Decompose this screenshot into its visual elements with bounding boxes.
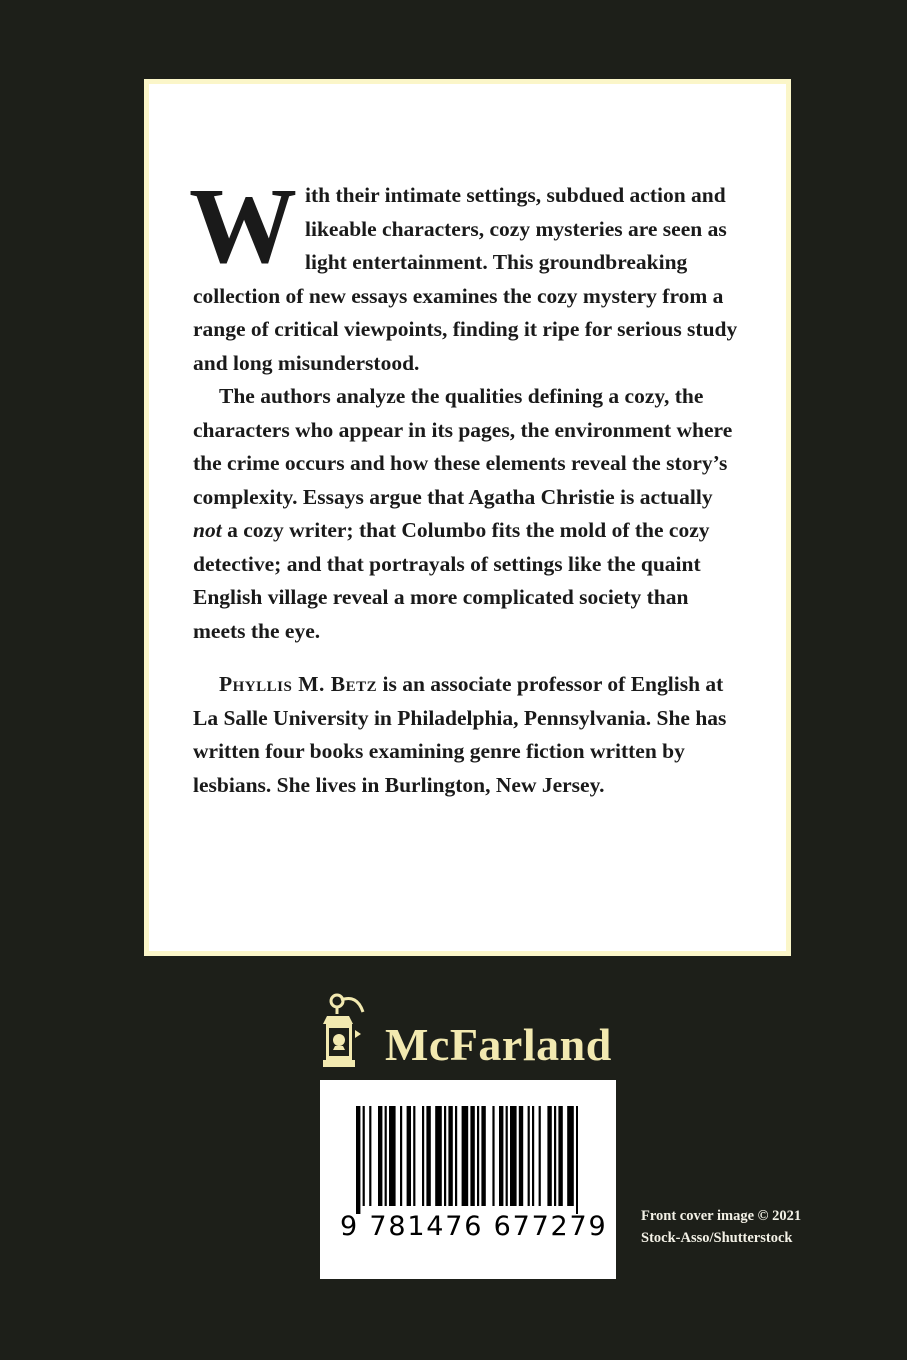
barcode-bar xyxy=(462,1106,469,1206)
barcode-bar xyxy=(528,1106,530,1206)
barcode-bar xyxy=(477,1106,479,1206)
barcode-bar xyxy=(539,1106,541,1206)
barcode-bar xyxy=(448,1106,452,1206)
barcode-bar xyxy=(470,1106,474,1206)
author-bio xyxy=(193,668,742,802)
credit-line-1: Front cover image © 2021 xyxy=(641,1208,802,1224)
lantern-icon xyxy=(323,992,381,1072)
barcode-bar xyxy=(567,1106,574,1206)
barcode-bar xyxy=(435,1106,442,1206)
back-cover-text-panel xyxy=(144,79,791,956)
credit-line-2: Stock-Asso/Shutterstock xyxy=(641,1230,793,1246)
isbn-barcode xyxy=(320,1080,616,1279)
barcode-bar xyxy=(389,1106,396,1206)
barcode-bar xyxy=(363,1106,365,1206)
blurb-paragraph-1 xyxy=(189,167,742,380)
barcode-bar xyxy=(356,1106,360,1214)
barcode-bar xyxy=(547,1106,551,1206)
barcode-bar xyxy=(554,1106,556,1206)
publisher-name: McFarland xyxy=(385,1019,612,1070)
barcode-bar xyxy=(481,1106,485,1206)
barcode-bar xyxy=(378,1106,382,1206)
barcode-bar xyxy=(499,1106,503,1206)
barcode-bar xyxy=(506,1106,508,1206)
barcode-bar xyxy=(444,1106,446,1206)
barcode-bar xyxy=(413,1106,415,1206)
barcode-bar xyxy=(407,1106,411,1206)
barcode-bar xyxy=(426,1106,430,1206)
barcode-bar xyxy=(558,1106,562,1206)
paragraph-gap xyxy=(193,648,742,668)
barcode-bar xyxy=(510,1106,517,1206)
text-panel-inner xyxy=(149,84,786,951)
blurb-paragraph-1-text: ith their intimate settings, subdued action and likeable characters, cozy mysteries are seen as light entertainment. This groundbreaking collection of new essays examines the cozy mystery from a range of critical viewpoints, finding it ripe for serious study and long misunderstood. xyxy=(193,183,738,375)
isbn-number: 9 781476 677279 xyxy=(340,1211,608,1242)
blurb-paragraph-2 xyxy=(193,380,742,648)
emphasis-not: not xyxy=(193,518,222,542)
barcode-bars xyxy=(356,1106,578,1214)
barcode-bar xyxy=(576,1106,578,1214)
barcode-bar xyxy=(532,1106,534,1206)
drop-cap: W xyxy=(189,167,297,286)
barcode-bar xyxy=(519,1106,523,1206)
barcode-bar xyxy=(369,1106,371,1206)
barcode-bar xyxy=(400,1106,402,1206)
blurb-paragraph-2-part-b: a cozy writer; that Columbo fits the mold of the cozy detective; and that portrayals of settings like the quaint English village reveal a more complicated society than meets the eye. xyxy=(193,518,710,643)
author-name: Phyllis M. Betz xyxy=(219,672,378,696)
barcode-bar xyxy=(422,1106,424,1206)
barcode-bar xyxy=(385,1106,387,1206)
barcode-bar xyxy=(455,1106,457,1206)
barcode-bar xyxy=(492,1106,494,1206)
blurb-paragraph-2-part-a: The authors analyze the qualities defining a cozy, the characters who appear in its pages, the environment where the crime occurs and how these elements reveal the story’s complexity. Essays argue that Agatha Christie is actually xyxy=(193,384,733,509)
publisher-logo xyxy=(323,992,623,1072)
cover-image-credit xyxy=(641,1205,801,1249)
author-bio-text: is an associate professor of English at La Salle University in Philadelphia, Pennsylvania. She has written four books examining genre fiction written by lesbians. She lives in Burlington, New Jersey. xyxy=(193,672,727,797)
